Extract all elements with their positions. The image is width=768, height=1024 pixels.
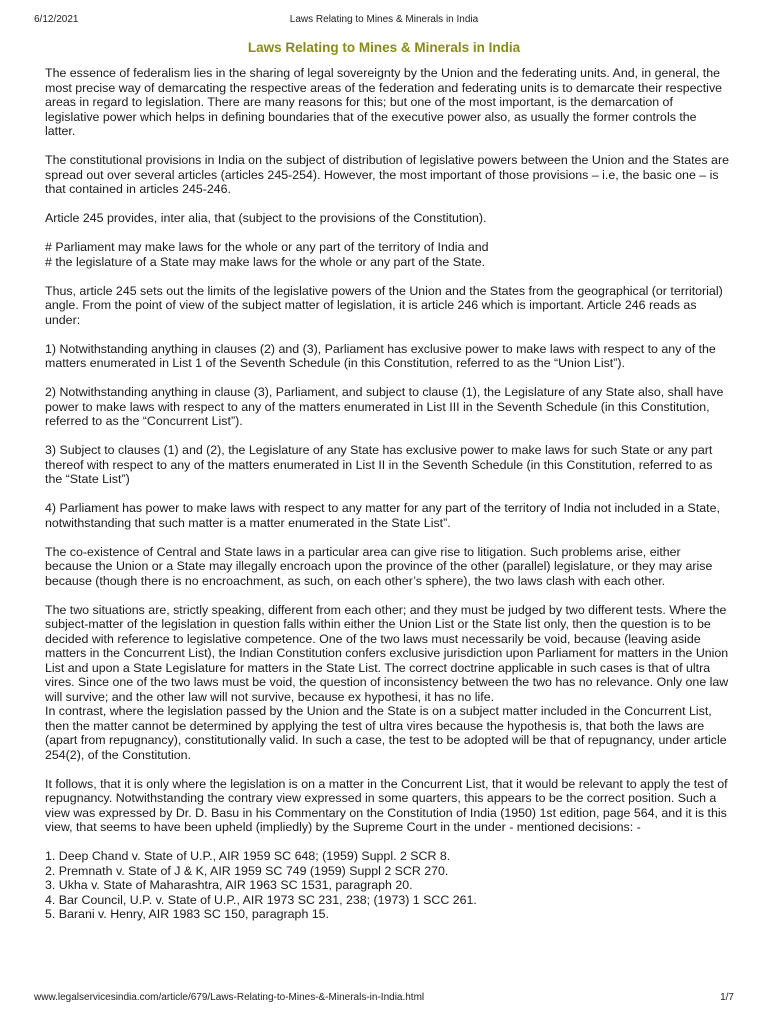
paragraph-federalism: The essence of federalism lies in the sharing of legal sovereignty by the Union and the federating units. And, in general, the most precise way of demarcating the respective areas of the federation and federating units is to demarcate their respective areas in regard to legislation. There are many reasons for this; but one of the most important, is the demarcation of legislative power which helps in defining boundaries that of the executive power also, as usually the former controls the latter. <box>45 66 723 138</box>
list-item: 5. Barani v. Henry, AIR 1983 SC 150, paragraph 15. <box>45 907 330 921</box>
document-title: Laws Relating to Mines & Minerals in India <box>247 40 521 55</box>
paragraph-article-246: Thus, article 245 sets out the limits of the legislative powers of the Union and the States from the geographical (or territorial) angle. From the point of view of the subject matter of legislation, it is article 246 which is important. Article 246 reads as under: <box>45 283 723 327</box>
page-url: www.legalservicesindia.com/article/679/Laws-Relating-to-Mines-&-Minerals-in-India.html <box>34 992 425 1003</box>
list-item: 3. Ukha v. State of Maharashtra, AIR 1963 SC 1531, paragraph 20. <box>45 878 413 892</box>
paragraph-clause-2: 2) Notwithstanding anything in clause (3), Parliament, and subject to clause (1), the Legislature of any State also, shall have power to make laws with respect to any of the matters enumerated in List III in the Seventh Schedule (in this Constitution, referred to as the “Concurrent List”). <box>45 385 724 428</box>
article-body <box>45 66 729 922</box>
paragraph-constitutional-provisions: The constitutional provisions in India on the subject of distribution of legislative powers between the Union and the States are spread out over several articles (articles 245-254). However, the most important of those provisions – i.e, the basic one – is that contained in articles 245-246. <box>45 153 729 196</box>
paragraph-coexistence: The co-existence of Central and State laws in a particular area can give rise to litigation. Such problems arise, either because the Union or a State may illegally encroach upon the province of the other (parallel) legislature, or they may arise because (though there is no encroachment, as such, on each other’s sphere), the two laws clash with each other. <box>45 544 713 588</box>
paragraph-two-situations: The two situations are, strictly speaking, different from each other; and they must be judged by two different tests. Where the subject-matter of the legislation in question falls within either the Union List or the State list only, then the question is to be decided with reference to legislative competence. One of the two laws must necessarily be void, because (leaving aside matters in the Concurrent List), the Indian Constitution confers exclusive jurisdiction upon Parliament for matters in the Union List and upon a State Legislature for matters in the State List. The correct doctrine applicable in such cases is that of ultra vires. Since one of the two laws must be void, the question of inconsistency between the two has no relevance. Only one law will survive; and the other law will not survive, because ex hypothesi, it has no life. <box>45 602 729 704</box>
paragraph-it-follows: It follows, that it is only where the legislation is on a matter in the Concurrent List, that it would be relevant to apply the test of repugnancy. Notwithstanding the contrary view expressed in some quarters, this appears to be the correct position. Such a view was expressed by Dr. D. Basu in his Commentary on the Constitution of India (1950) 1st edition, page 564, and it is this view, that seems to have been upheld (impliedly) by the Supreme Court in the under - mentioned decisions: - <box>45 776 728 834</box>
print-date: 6/12/2021 <box>34 14 79 25</box>
paragraph-article-245: Article 245 provides, inter alia, that (subject to the provisions of the Constitution). <box>45 211 487 225</box>
case-list <box>45 849 729 922</box>
print-page-title: Laws Relating to Mines & Minerals in India <box>289 14 479 25</box>
page-number: 1/7 <box>720 992 734 1003</box>
print-footer <box>34 992 734 1006</box>
paragraph-parliament-laws: # Parliament may make laws for the whole or any part of the territory of India and <box>45 240 489 254</box>
list-item: 2. Premnath v. State of J & K, AIR 1959 SC 749 (1959) Suppl 2 SCR 270. <box>45 863 449 878</box>
paragraph-clause-1: 1) Notwithstanding anything in clauses (2) and (3), Parliament has exclusive power to make laws with respect to any of the matters enumerated in List 1 of the Seventh Schedule (in this Constitution, referred to as the “Union List”). <box>45 341 716 370</box>
print-header <box>34 14 734 28</box>
paragraph-in-contrast: In contrast, where the legislation passed by the Union and the State is on a subject matter included in the Concurrent List, then the matter cannot be determined by applying the test of ultra vires because the hypothesis is, that both the laws are (apart from repugnancy), constitutionally valid. In such a case, the test to be adopted will be that of repugnancy, under article 254(2), of the Constitution. <box>45 704 727 762</box>
paragraph-clause-4: 4) Parliament has power to make laws with respect to any matter for any part of the territory of India not included in a State, notwithstanding that such matter is a matter enumerated in the State List”. <box>45 501 720 530</box>
paragraph-clause-3: 3) Subject to clauses (1) and (2), the Legislature of any State has exclusive power to make laws for such State or any part thereof with respect to any of the matters enumerated in List II in the Seventh Schedule (in this Constitution, referred to as the “State List”) <box>45 443 713 486</box>
paragraph-state-laws: # the legislature of a State may make laws for the whole or any part of the State. <box>45 254 486 269</box>
list-item: 4. Bar Council, U.P. v. State of U.P., AIR 1973 SC 231, 238; (1973) 1 SCC 261. <box>45 892 477 907</box>
list-item: 1. Deep Chand v. State of U.P., AIR 1959 SC 648; (1959) Suppl. 2 SCR 8. <box>45 849 451 863</box>
